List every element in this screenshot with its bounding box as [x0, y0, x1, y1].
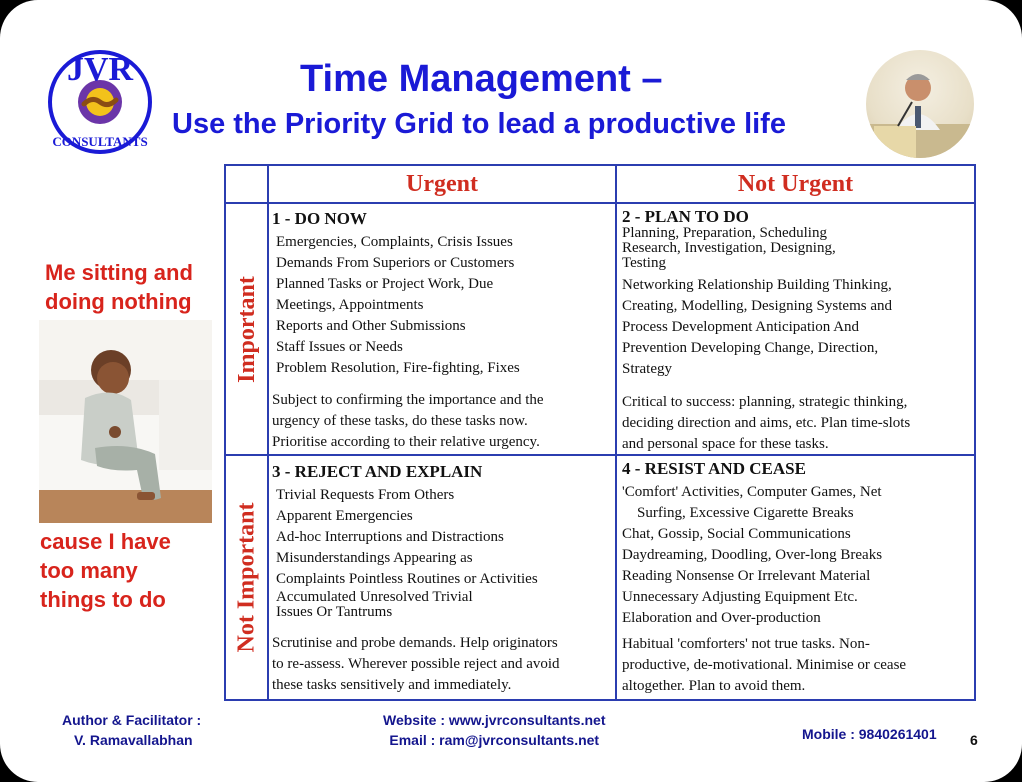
row-header-not-important	[226, 456, 268, 699]
row-header-not-important-label: Not Important	[233, 502, 260, 653]
list-item: Prevention Developing Change, Direction,	[622, 340, 879, 356]
list-item: Testing	[622, 255, 666, 271]
list-item: Demands From Superiors or Customers	[276, 255, 515, 271]
row-header-important-label: Important	[233, 275, 260, 383]
list-item: Research, Investigation, Designing,	[622, 240, 836, 256]
priority-grid	[224, 164, 976, 701]
caption-top-line-2: doing nothing	[45, 289, 192, 314]
list-item: Planned Tasks or Project Work, Due	[276, 276, 494, 292]
list-item: Emergencies, Complaints, Crisis Issues	[276, 234, 513, 250]
note-line: Habitual 'comforters' not true tasks. Non-	[622, 636, 870, 652]
quadrant-heading: 3 - REJECT AND EXPLAIN	[272, 462, 483, 481]
list-item: Process Development Anticipation And	[622, 319, 860, 335]
list-item: Unnecessary Adjusting Equipment Etc.	[622, 589, 858, 605]
list-item: Reports and Other Submissions	[276, 318, 466, 334]
list-item: Misunderstandings Appearing as	[276, 550, 473, 566]
row-header-important	[226, 204, 268, 454]
quadrant-note	[622, 634, 906, 697]
quadrant-note	[272, 390, 544, 453]
quadrant-plan-to-do	[622, 208, 972, 452]
list-item: 'Comfort' Activities, Computer Games, Net	[622, 484, 882, 500]
email-link[interactable]: Email : ram@jvrconsultants.net	[389, 732, 600, 748]
page-subtitle: Use the Priority Grid to lead a productive life	[172, 108, 786, 140]
child-photo	[39, 320, 212, 523]
list-item: Trivial Requests From Others	[276, 487, 455, 503]
quadrant-do-now	[272, 210, 612, 452]
mobile-number: Mobile : 9840261401	[802, 726, 937, 742]
website-link[interactable]: Website : www.jvrconsultants.net	[383, 712, 606, 728]
quadrant-heading: 1 - DO NOW	[272, 209, 367, 228]
list-item: Reading Nonsense Or Irrelevant Material	[622, 568, 871, 584]
column-header-urgent: Urgent	[406, 170, 478, 197]
note-line: Prioritise according to their relative urgency.	[272, 434, 540, 450]
author-label: Author & Facilitator :	[62, 712, 202, 728]
list-item: Issues Or Tantrums	[276, 604, 393, 620]
list-item: Apparent Emergencies	[276, 508, 413, 524]
note-line: these tasks sensitively and immediately.	[272, 677, 512, 693]
list-item: Elaboration and Over-production	[622, 610, 821, 626]
caption-bottom-line-3: things to do	[40, 587, 166, 612]
list-item: Networking Relationship Building Thinking,	[622, 277, 892, 293]
note-line: Scrutinise and probe demands. Help originators	[272, 635, 558, 651]
note-line: Subject to confirming the importance and the	[272, 392, 544, 408]
note-line: urgency of these tasks, do these tasks now.	[272, 413, 528, 429]
page-title: Time Management –	[300, 58, 663, 100]
speaker-photo	[866, 50, 974, 158]
caption-top-line-1: Me sitting and	[45, 260, 193, 285]
caption-bottom-line-1: cause I have	[40, 529, 171, 554]
list-item: Meetings, Appointments	[276, 297, 424, 313]
list-item: Problem Resolution, Fire-fighting, Fixes	[276, 360, 520, 376]
jvr-logo	[44, 38, 156, 160]
footer-contact	[383, 710, 605, 750]
logo-wordmark: JVR	[66, 51, 134, 88]
list-item: Staff Issues or Needs	[276, 339, 403, 355]
list-item: Accumulated Unresolved Trivial	[276, 589, 473, 605]
list-item: Surfing, Excessive Cigarette Breaks	[622, 505, 854, 521]
list-item: Planning, Preparation, Scheduling	[622, 225, 827, 241]
list-item: Strategy	[622, 361, 672, 377]
quadrant-reject-and-explain	[272, 463, 612, 697]
list-item: Creating, Modelling, Designing Systems and	[622, 298, 892, 314]
list-item: Chat, Gossip, Social Communications	[622, 526, 851, 542]
logo-subtext: CONSULTANTS	[52, 134, 148, 149]
caption-top	[45, 258, 193, 316]
quadrant-heading: 4 - RESIST AND CEASE	[622, 459, 806, 478]
quadrant-resist-and-cease	[622, 460, 972, 697]
note-line: to re-assess. Wherever possible reject and avoid	[272, 656, 560, 672]
author-name: V. Ramavallabhan	[74, 732, 193, 748]
footer-author	[62, 710, 201, 750]
note-line: deciding direction and aims, etc. Plan time-slots	[622, 415, 911, 431]
note-line: productive, de-motivational. Minimise or cease	[622, 657, 907, 673]
caption-bottom	[40, 527, 171, 614]
caption-bottom-line-2: too many	[40, 558, 138, 583]
list-item: Daydreaming, Doodling, Over-long Breaks	[622, 547, 883, 563]
list-item: Complaints Pointless Routines or Activities	[276, 571, 538, 587]
note-line: and personal space for these tasks.	[622, 436, 829, 452]
quadrant-note	[622, 392, 910, 455]
note-line: altogether. Plan to avoid them.	[622, 678, 806, 694]
quadrant-heading: 2 - PLAN TO DO	[622, 207, 749, 226]
list-item: Ad-hoc Interruptions and Distractions	[276, 529, 504, 545]
note-line: Critical to success: planning, strategic thinking,	[622, 394, 908, 410]
quadrant-note	[272, 633, 560, 696]
column-header-not-urgent: Not Urgent	[737, 170, 854, 197]
page-number: 6	[970, 732, 978, 748]
